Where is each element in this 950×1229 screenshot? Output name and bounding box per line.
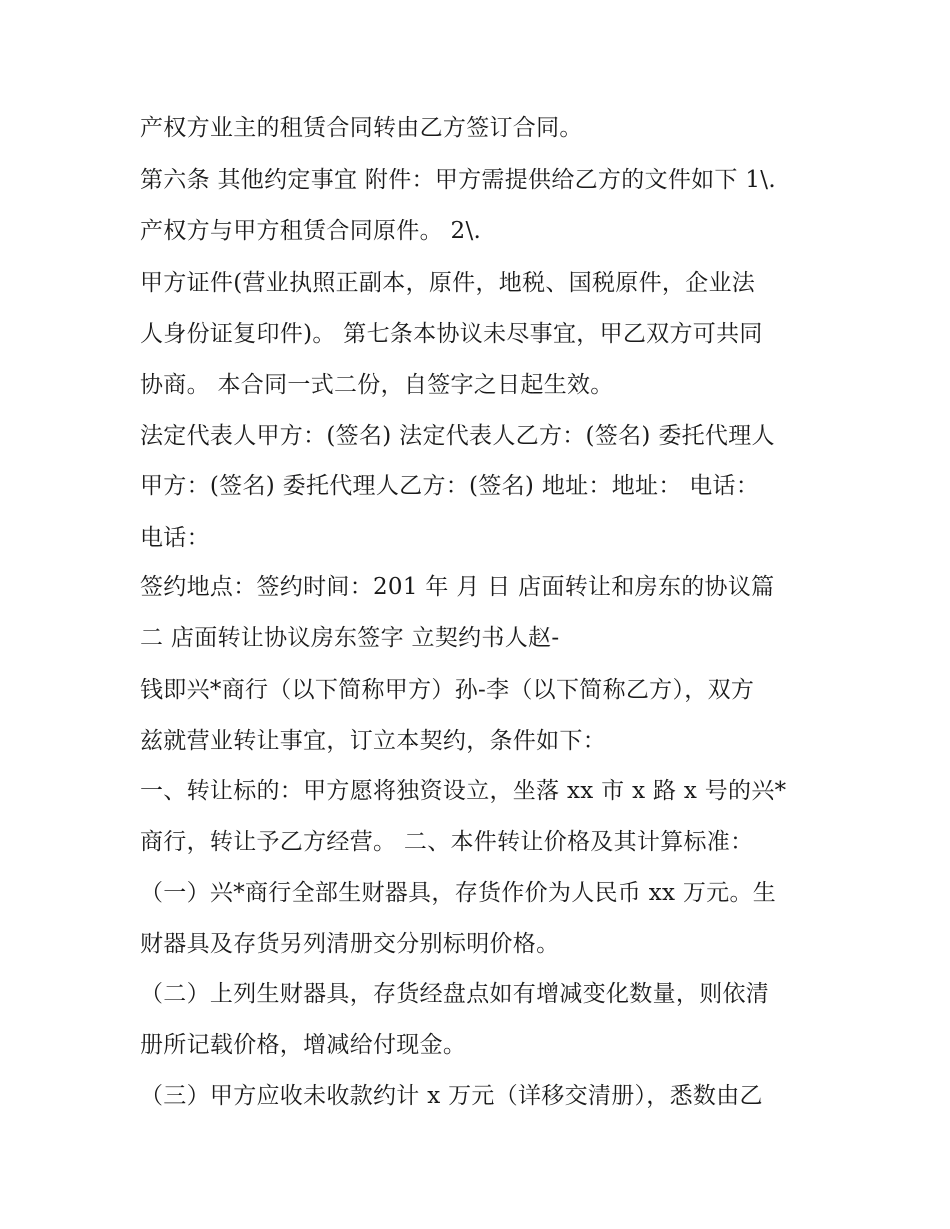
text-line: 商行，转让予乙方经营。 二、本件转让价格及其计算标准： <box>140 829 754 855</box>
text-line: 签约地点：签约时间：201 年 月 日 店面转让和房东的协议篇 <box>140 574 775 600</box>
text-line: 产权方与甲方租赁合同原件。 2\. <box>140 218 482 244</box>
text-line: 第六条 其他约定事宜 附件：甲方需提供给乙方的文件如下 1\. <box>140 167 776 193</box>
text-line: 兹就营业转让事宜，订立本契约，条件如下： <box>140 728 606 754</box>
text-line: 二 店面转让协议房东签字 立契约书人赵- <box>140 625 560 651</box>
text-line: （二）上列生财器具，存货经盘点如有增减变化数量，则依清 <box>140 981 770 1007</box>
text-line: 电话： <box>140 525 210 551</box>
text-line: （三）甲方应收未收款约计 x 万元（详移交清册），悉数由乙 <box>140 1083 763 1109</box>
text-line: 甲方证件(营业执照正副本，原件，地税、国税原件，企业法 <box>140 270 756 296</box>
text-line: 人身份证复印件)。 第七条本协议未尽事宜，甲乙双方可共同 <box>140 321 763 347</box>
text-line: 册所记载价格，增减给付现金。 <box>140 1032 467 1058</box>
text-line: 一、转让标的：甲方愿将独资设立，坐落 xx 市 x 路 x 号的兴* <box>140 778 787 804</box>
text-line: 产权方业主的租赁合同转由乙方签订合同。 <box>140 115 583 141</box>
text-line: 财器具及存货另列清册交分别标明价格。 <box>140 931 560 957</box>
text-line: 协商。 本合同一式二份，自签字之日起生效。 <box>140 372 614 398</box>
text-line: 法定代表人甲方：(签名) 法定代表人乙方：(签名) 委托代理人 <box>140 423 775 449</box>
text-line: 钱即兴*商行（以下简称甲方）孙-李（以下简称乙方），双方 <box>140 677 755 703</box>
text-line: （一）兴*商行全部生财器具，存货作价为人民币 xx 万元。生 <box>140 880 777 906</box>
text-line: 甲方：(签名) 委托代理人乙方：(签名) 地址：地址： 电话： <box>140 473 760 499</box>
